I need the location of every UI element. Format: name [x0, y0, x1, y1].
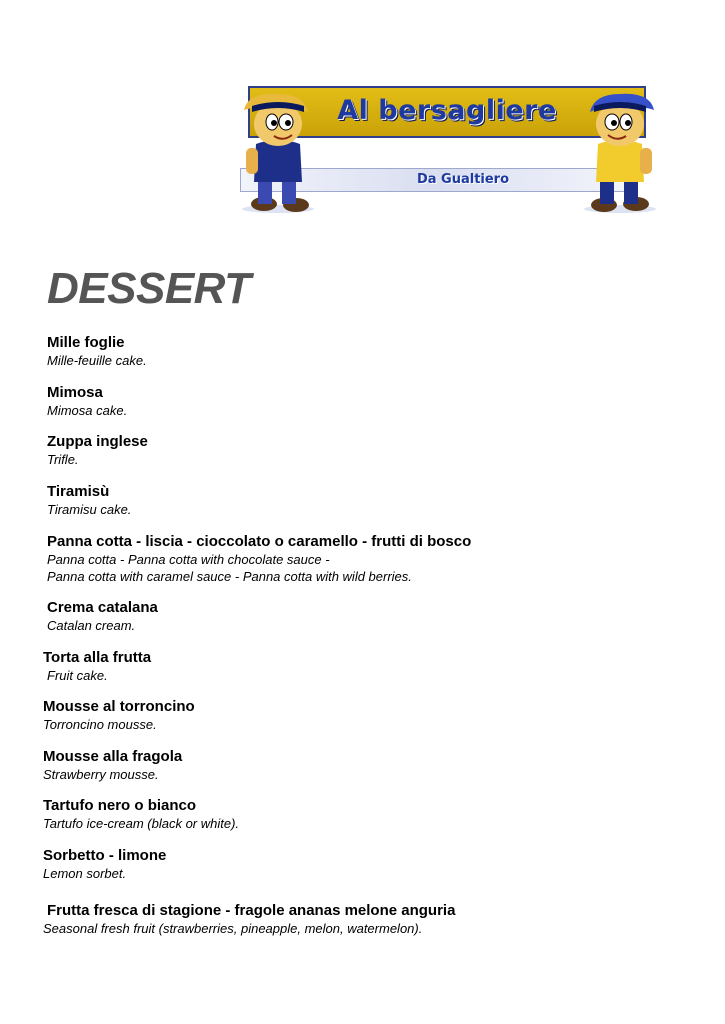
- menu-item: [43, 698, 195, 733]
- menu-item-name: Frutta fresca di stagione - fragole ananas melone anguria: [47, 902, 456, 919]
- menu-item-description: Panna cotta with caramel sauce - Panna cotta with wild berries.: [47, 569, 412, 584]
- menu-item-name: Zuppa inglese: [47, 433, 148, 450]
- menu-item-description: Strawberry mousse.: [43, 767, 159, 782]
- menu-item-description: Torroncino mousse.: [43, 717, 157, 732]
- menu-item: [43, 847, 166, 882]
- menu-item: [47, 384, 127, 419]
- menu-item-description: Tiramisu cake.: [47, 502, 132, 517]
- logo-title: Al bersagliere: [337, 95, 557, 126]
- menu-item: [43, 748, 182, 783]
- menu-item-name: Mousse alla fragola: [43, 748, 183, 765]
- menu-item-name: Sorbetto - limone: [43, 847, 167, 864]
- menu-item-description: Panna cotta - Panna cotta with chocolate sauce -: [47, 552, 330, 567]
- menu-item: [47, 599, 158, 634]
- menu-item-description: Mimosa cake.: [47, 403, 128, 418]
- menu-item: [43, 797, 239, 832]
- menu-item-name: Panna cotta - liscia - cioccolato o caramello - frutti di bosco: [47, 533, 472, 550]
- menu-item: [43, 902, 455, 937]
- restaurant-logo: [238, 84, 660, 218]
- menu-item-name: Crema catalana: [47, 599, 158, 616]
- menu-item-description: Fruit cake.: [47, 668, 108, 683]
- menu-item-name: Tiramisù: [47, 483, 110, 500]
- menu-item-description: Seasonal fresh fruit (strawberries, pineapple, melon, watermelon).: [43, 921, 423, 936]
- menu-item-description: Mille-feuille cake.: [47, 353, 147, 368]
- menu-item-description: Lemon sorbet.: [43, 866, 127, 881]
- cartoon-boy-right-icon: [580, 84, 660, 218]
- menu-item: [47, 334, 147, 369]
- menu-item: [47, 433, 148, 468]
- cartoon-boy-left-icon: [238, 84, 318, 218]
- menu-item: [47, 533, 471, 585]
- menu-item-description: Trifle.: [47, 452, 79, 467]
- menu-item-description: Tartufo ice-cream (black or white).: [43, 816, 240, 831]
- menu-item-name: Mille foglie: [47, 334, 125, 351]
- menu-item-name: Torta alla frutta: [43, 649, 152, 666]
- menu-item: [47, 483, 131, 518]
- menu-item-name: Mousse al torroncino: [43, 698, 195, 715]
- logo-subtitle: Da Gualtiero: [416, 172, 510, 187]
- menu-item-name: Tartufo nero o bianco: [43, 797, 197, 814]
- menu-item-description: Catalan cream.: [47, 618, 136, 633]
- page-title: DESSERT: [47, 264, 251, 313]
- menu-item: [43, 649, 151, 684]
- menu-item-name: Mimosa: [47, 384, 103, 401]
